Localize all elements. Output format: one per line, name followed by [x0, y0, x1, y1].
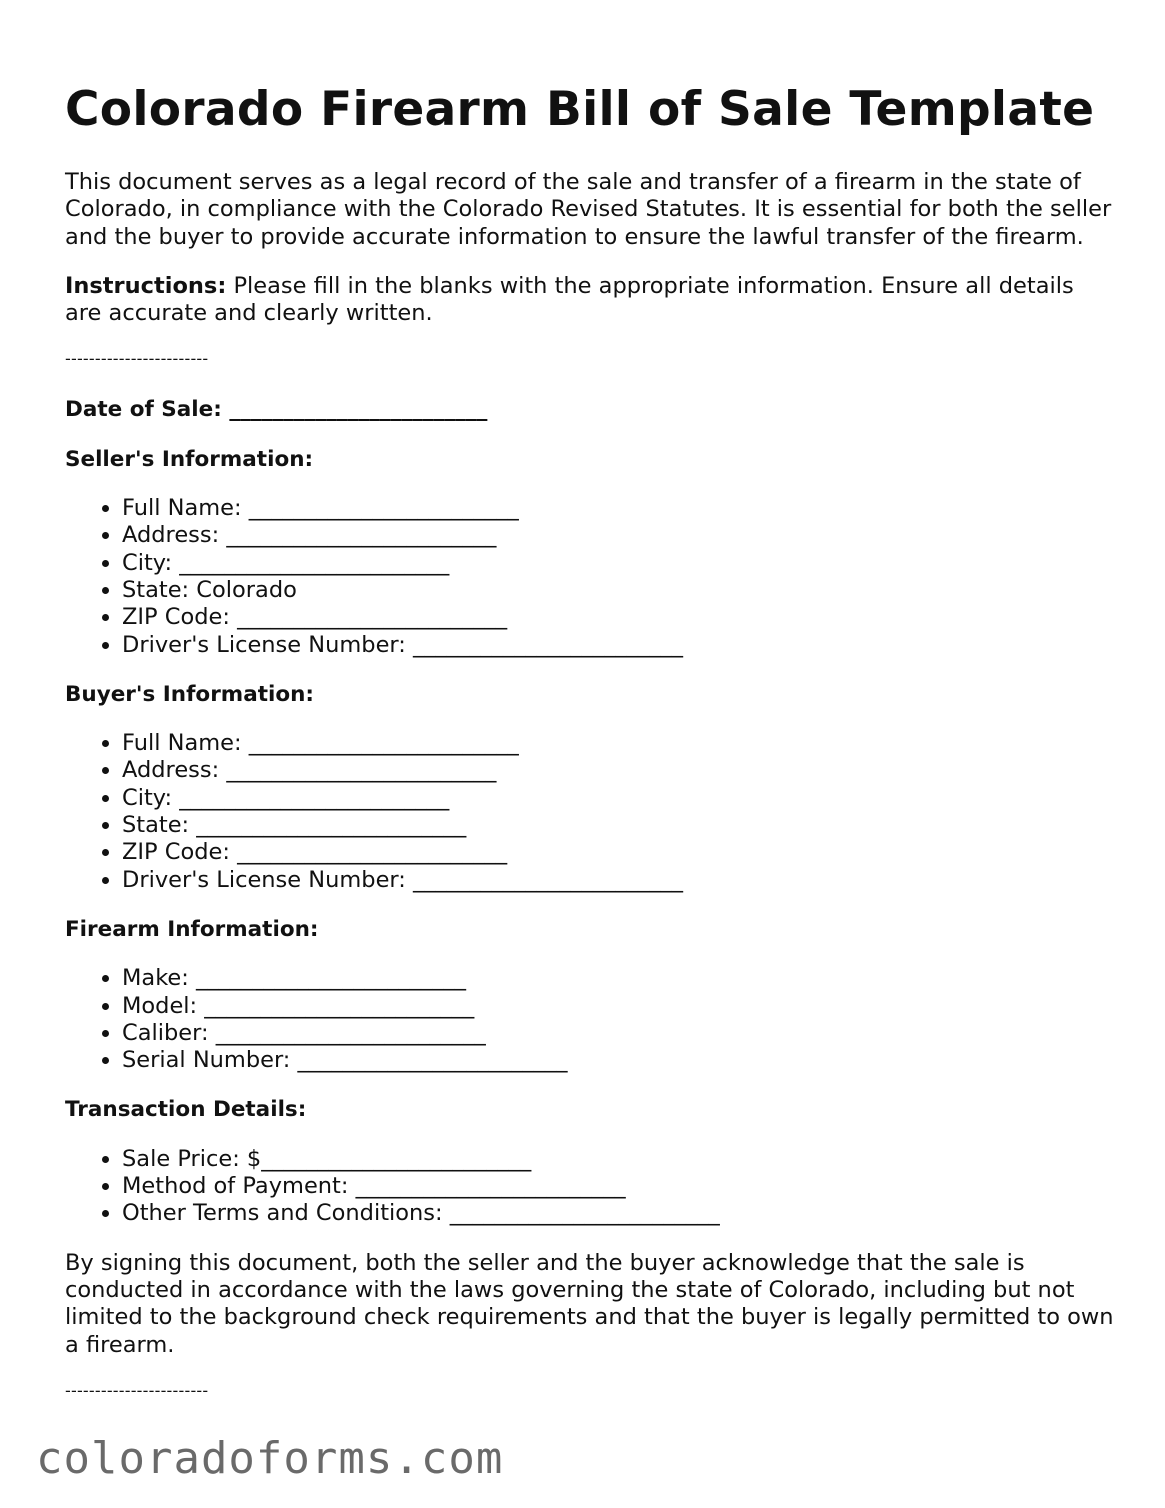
- transaction-section-heading: Transaction Details:: [65, 1097, 307, 1123]
- transaction-info-list: [65, 1146, 1115, 1228]
- separator-top: ------------------------: [65, 349, 209, 369]
- instructions-paragraph: [65, 273, 1115, 328]
- seller-state-field: • State: Colorado: [122, 577, 1115, 604]
- firearm-info-list: [65, 965, 1115, 1074]
- payment-method-field: • Method of Payment: ________________________: [122, 1173, 1115, 1200]
- firearm-model-field: • Model: ________________________: [122, 993, 1115, 1020]
- instructions-text: Please fill in the blanks with the appropriate information. Ensure all details are accurate and clearly written.: [65, 272, 1074, 327]
- sale-price-field: • Sale Price: $________________________: [122, 1146, 1115, 1173]
- buyer-full-name-field: • Full Name: ________________________: [122, 730, 1115, 757]
- buyer-info-list: [65, 730, 1115, 894]
- seller-section-heading: Seller's Information:: [65, 446, 314, 472]
- buyer-city-field: • City: ________________________: [122, 785, 1115, 812]
- separator-bottom: ------------------------: [65, 1380, 209, 1400]
- seller-address-field: • Address: ________________________: [122, 522, 1115, 549]
- page-title: Colorado Firearm Bill of Sale Template: [65, 82, 1095, 137]
- firearm-section-heading: Firearm Information:: [65, 916, 319, 942]
- seller-full-name-field: • Full Name: ________________________: [122, 495, 1115, 522]
- buyer-address-field: • Address: ________________________: [122, 757, 1115, 784]
- other-terms-field: • Other Terms and Conditions: ________________________: [122, 1200, 1115, 1227]
- closing-paragraph: By signing this document, both the seller and the buyer acknowledge that the sale is conducted in accordance with the laws governing the state of Colorado, including but not limited to the background check requirements and that the buyer is legally permitted to own a firearm.: [65, 1249, 1114, 1358]
- document-page: [65, 78, 1115, 1401]
- seller-license-field: • Driver's License Number: ________________________: [122, 632, 1115, 659]
- firearm-serial-field: • Serial Number: ________________________: [122, 1047, 1115, 1074]
- seller-zip-field: • ZIP Code: ________________________: [122, 604, 1115, 631]
- intro-paragraph: This document serves as a legal record of the sale and transfer of a firearm in the state of Colorado, in compliance with the Colorado Revised Statutes. It is essential for both the seller and the buyer to provide accurate information to ensure the lawful transfer of the firearm.: [65, 169, 1112, 250]
- date-of-sale-field: Date of Sale: ________________________: [65, 397, 488, 423]
- seller-info-list: [65, 495, 1115, 659]
- buyer-state-field: • State: ________________________: [122, 812, 1115, 839]
- instructions-label: Instructions:: [65, 272, 227, 299]
- buyer-section-heading: Buyer's Information:: [65, 681, 315, 707]
- buyer-zip-field: • ZIP Code: ________________________: [122, 839, 1115, 866]
- watermark-logo: coloradoforms.com: [36, 1433, 504, 1484]
- firearm-caliber-field: • Caliber: ________________________: [122, 1020, 1115, 1047]
- buyer-license-field: • Driver's License Number: ________________________: [122, 867, 1115, 894]
- seller-city-field: • City: ________________________: [122, 550, 1115, 577]
- firearm-make-field: • Make: ________________________: [122, 965, 1115, 992]
